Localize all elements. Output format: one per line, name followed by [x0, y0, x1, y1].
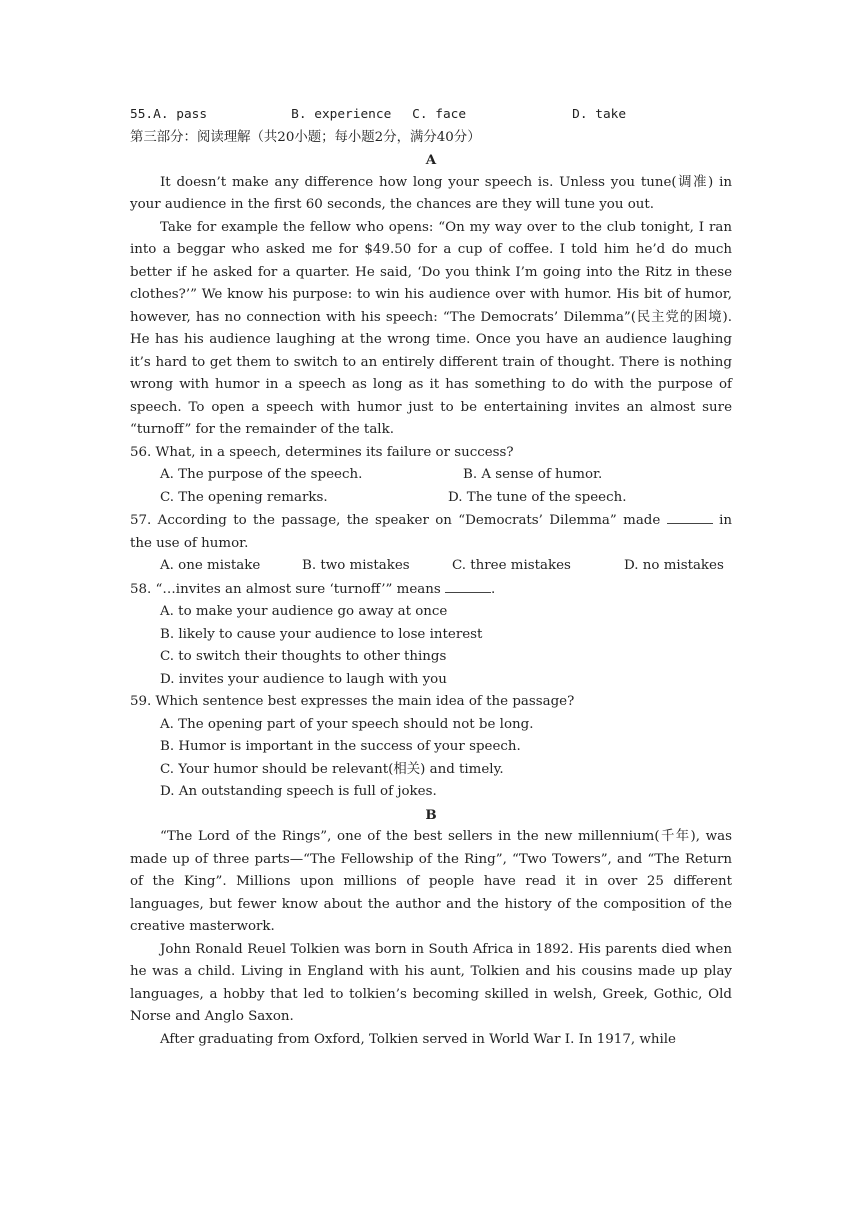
- passage-b-paragraph-1: “The Lord of the Rings”, one of the best sellers in the new millennium(千年), was made up of three parts—“The Fellowship of the Ring”, “Two Towers”, and “The Return of the King”. Millions upon millions of people have read it in over 25 different languages, but fewer know about the author and the history of the composition of the creative masterwork.: [130, 829, 737, 934]
- stem-text: 57. According to the passage, the speaker on “Democrats’ Dilemma” made: [130, 513, 661, 528]
- option-a: A. to make your audience go away at once: [160, 604, 448, 619]
- question-56-stem: 56. What, in a speech, determines its failure or success?: [130, 444, 514, 460]
- question-58-stem: [130, 578, 732, 602]
- option-d: D. no mistakes: [624, 558, 724, 573]
- option-d: D. An outstanding speech is full of jokes.: [160, 784, 437, 799]
- stem-text-end: in the use of humor.: [130, 513, 737, 551]
- section-title: 第三部分：阅读理解（共20小题；每小题2分，满分40分）: [130, 129, 481, 145]
- option-c: C. The opening remarks.: [160, 489, 328, 505]
- option-a: A. The opening part of your speech should not be long.: [160, 716, 534, 732]
- option-d: D. The tune of the speech.: [448, 489, 627, 505]
- question-56-options-row-1: [130, 464, 732, 487]
- stem-text: 58. “…invites an almost sure ‘turnoff’” means: [130, 581, 441, 597]
- stem-text-end: .: [491, 581, 496, 597]
- passage-b-paragraph-3: After graduating from Oxford, Tolkien served in World War I. In 1917, while: [160, 1031, 676, 1047]
- question-57-options: [130, 555, 732, 578]
- answer-blank: [445, 578, 491, 593]
- question-55: [130, 104, 732, 127]
- option-b: B. A sense of humor.: [463, 467, 603, 482]
- passage-a-heading: A: [425, 152, 437, 168]
- option-c: C. to switch their thoughts to other things: [160, 649, 447, 664]
- option-c: C. three mistakes: [452, 558, 571, 573]
- question-number: 55.: [130, 107, 154, 122]
- option-b: B. likely to cause your audience to lose interest: [160, 626, 483, 642]
- option-d: D. take: [572, 107, 627, 122]
- option-c: C. face: [412, 107, 467, 122]
- option-c: C. Your humor should be relevant(相关) and timely.: [160, 761, 504, 777]
- passage-b-paragraph-2: John Ronald Reuel Tolkien was born in South Africa in 1892. His parents died when he was a child. Living in England with his aunt, Tolkien and his cousins made up play languages, a hobby that led to tolkien’s becoming skilled in welsh, Greek, Gothic, Old Norse and Anglo Saxon.: [130, 941, 737, 1024]
- option-d: D. invites your audience to laugh with you: [160, 671, 447, 687]
- question-59-stem: 59. Which sentence best expresses the main idea of the passage?: [130, 694, 575, 709]
- option-a: A. pass: [153, 107, 208, 122]
- option-b: B. two mistakes: [302, 558, 410, 573]
- passage-a-paragraph-2: Take for example the fellow who opens: “On my way over to the club tonight, I ran into a beggar who asked me for $49.50 for a cup of coffee. I told him he’d do much better if he asked for a quarter. He said, ‘Do you think I’m going into the Ritz in these clothes?’” We know his purpose: to win his audience over with humor. His bit of humor, however, has no connection with his speech: “The Democrats’ Dilemma”(民主党的困境). He has his audience laughing at the wrong time. Once you have an audience laughing it’s hard to get them to switch to an entirely different train of thought. There is nothing wrong with humor in a speech as long as it has something to do with the purpose of speech. To open a speech with humor just to be entertaining invites an almost sure “turnoff” for the remainder of the talk.: [130, 219, 737, 437]
- passage-b-heading: B: [425, 806, 437, 823]
- option-a: A. one mistake: [160, 558, 261, 573]
- question-57-stem: [130, 509, 737, 555]
- option-b: B. Humor is important in the success of your speech.: [160, 739, 521, 754]
- option-a: A. The purpose of the speech.: [160, 467, 363, 482]
- answer-blank: [667, 509, 713, 524]
- question-56-options-row-2: [130, 487, 732, 510]
- option-b: B. experience: [291, 107, 392, 122]
- passage-a-paragraph-1: It doesn’t make any difference how long your speech is. Unless you tune(调准) in your audience in the first 60 seconds, the chances are they will tune you out.: [130, 174, 737, 212]
- exam-page: [130, 104, 737, 1051]
